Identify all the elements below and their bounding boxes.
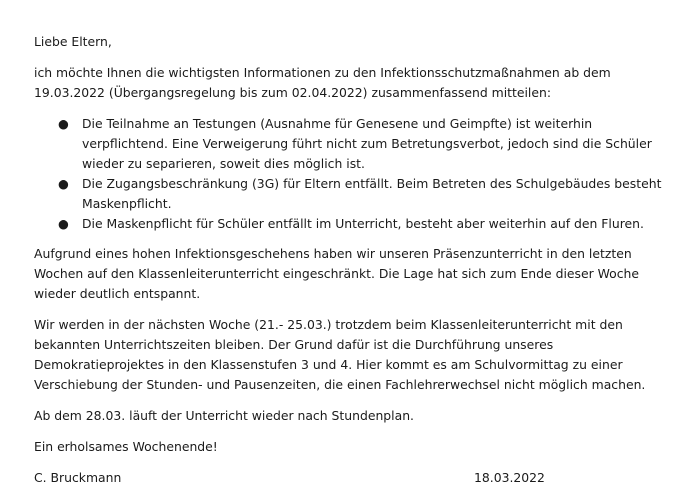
intro-paragraph: ich möchte Ihnen die wichtigsten Informationen zu den Infektionsschutzmaßnahmen ab dem 19.03.2022 (Übergangsregelung bis zum 02.04.2022) zusammenfassend mitteilen: <box>34 65 611 100</box>
signature-date: 18.03.2022 <box>474 470 545 485</box>
salutation: Liebe Eltern, <box>34 34 112 49</box>
next-week-paragraph: Wir werden in der nächsten Woche (21.- 25.03.) trotzdem beim Klassenleiterunterricht mit den bekannten Unterrichtszeiten bleiben. Der Grund dafür ist die Durchführung unseres Demokratieprojektes in den Klassenstufen 3 und 4. Hier kommt es am Schulvormittag zu einer Verschiebung der Stunden- und Pausenzeiten, die einen Fachlehrerwechsel nicht möglich machen. <box>34 317 646 392</box>
closing-line: Ein erholsames Wochenende! <box>34 439 218 454</box>
letter <box>34 32 664 488</box>
bullet-icon: ● <box>58 176 69 191</box>
signature-name: C. Bruckmann <box>34 470 122 485</box>
bullet-icon: ● <box>58 216 69 231</box>
signature-line <box>34 468 664 488</box>
list-item-text: Die Zugangsbeschränkung (3G) für Eltern entfällt. Beim Betreten des Schulgebäudes besteht Maskenpflicht. <box>82 176 662 211</box>
list-item-text: Die Teilnahme an Testungen (Ausnahme für Genesene und Geimpfte) ist weiterhin verpflichtend. Eine Verweigerung führt nicht zum Betretungsverbot, jedoch sind die Schüler wieder zu separieren, soweit dies möglich ist. <box>82 116 652 171</box>
list-item <box>34 114 664 174</box>
list-item <box>34 174 664 214</box>
list-item <box>34 214 664 234</box>
list-item-text: Die Maskenpflicht für Schüler entfällt im Unterricht, besteht aber weiterhin auf den Fluren. <box>82 216 644 231</box>
bullet-icon: ● <box>58 116 69 131</box>
infection-paragraph: Aufgrund eines hohen Infektionsgeschehens haben wir unseren Präsenzunterricht in den letzten Wochen auf den Klassenleiterunterricht eingeschränkt. Die Lage hat sich zum Ende dieser Woche wieder deutlich entspannt. <box>34 246 640 301</box>
schedule-paragraph: Ab dem 28.03. läuft der Unterricht wieder nach Stundenplan. <box>34 408 414 423</box>
measures-list <box>34 114 664 234</box>
